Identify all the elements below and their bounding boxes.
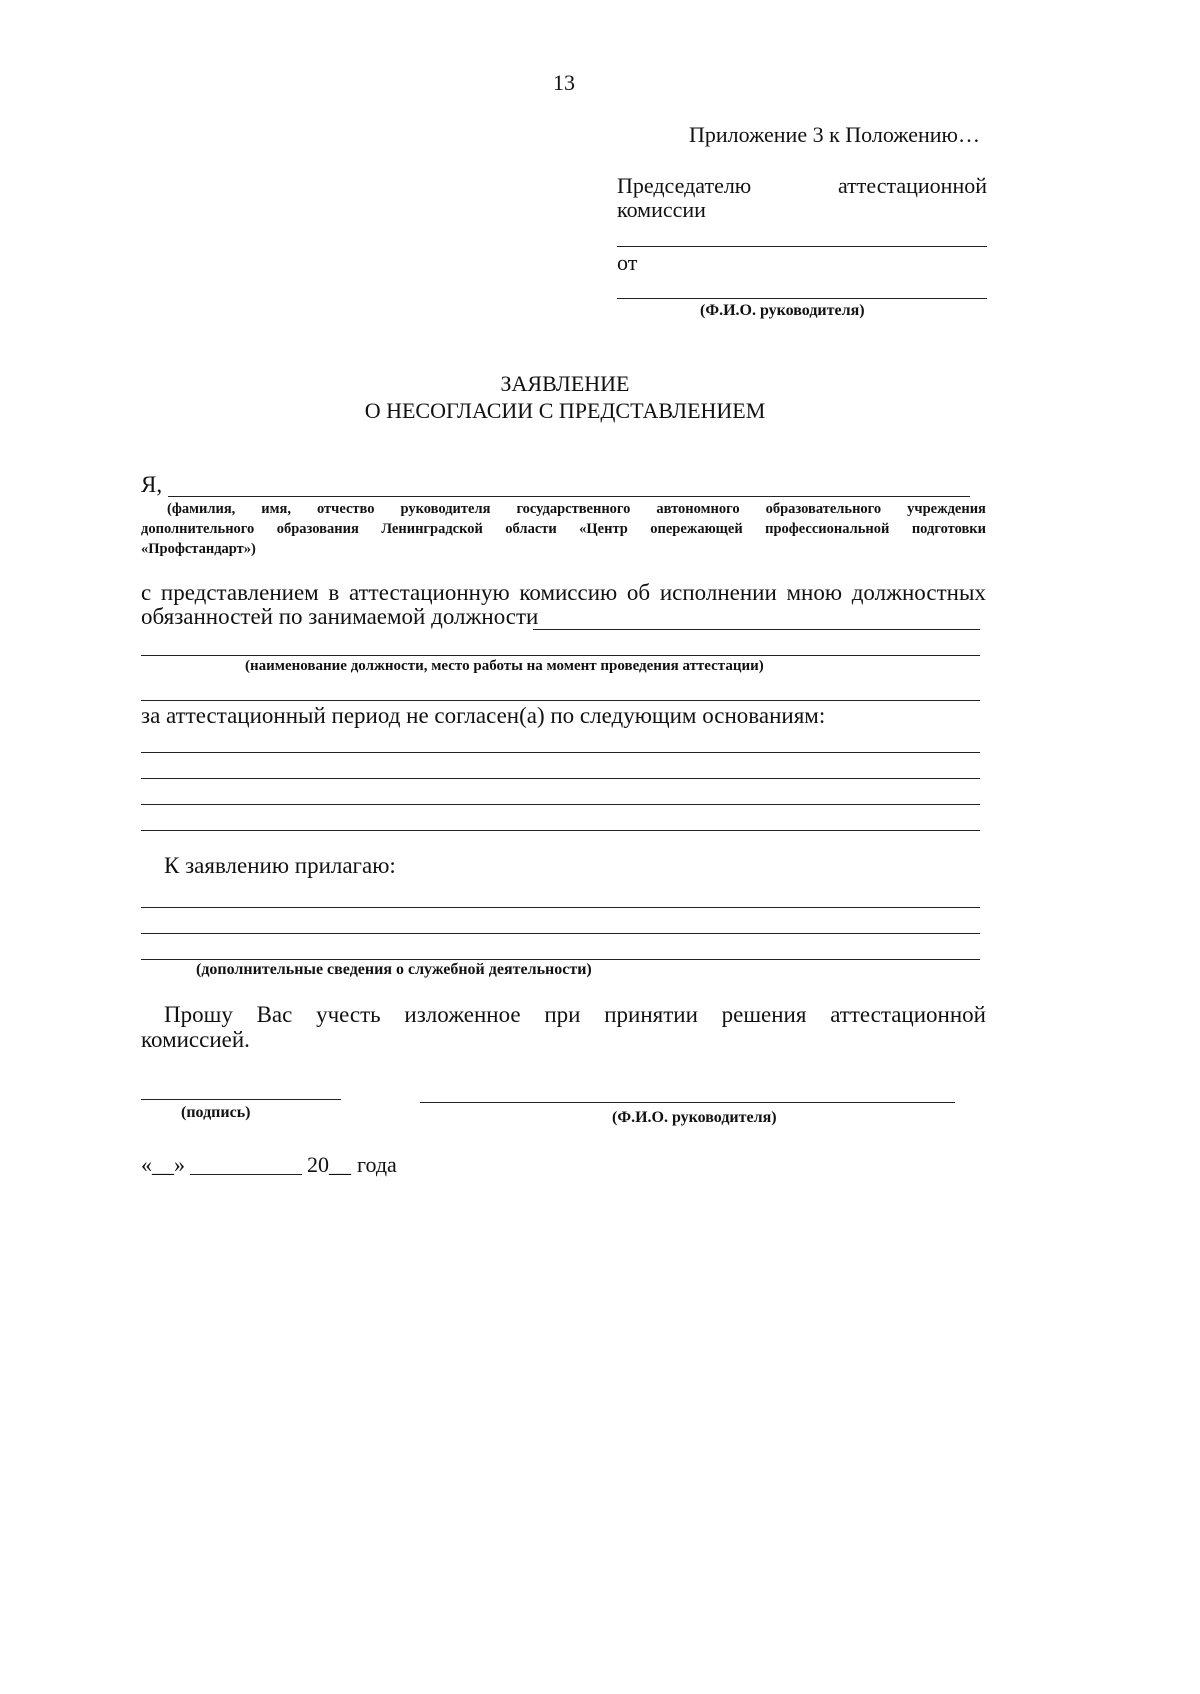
signer-fio-line xyxy=(420,1102,955,1103)
applicant-caption-line3: «Профстандарт») xyxy=(141,541,256,557)
addressee-line1 xyxy=(617,173,987,199)
representation-word: об xyxy=(626,580,651,605)
addressee-line2: комиссии xyxy=(617,197,706,222)
applicant-caption-word: подготовки xyxy=(911,521,986,537)
date-day: «__» xyxy=(141,1152,185,1177)
representation-word: аттестационную xyxy=(349,580,510,605)
applicant-caption-word: государственного xyxy=(516,501,631,517)
grounds-line-3 xyxy=(141,804,980,805)
request-line2: комиссией. xyxy=(141,1027,250,1052)
applicant-caption-line1 xyxy=(141,499,986,519)
request-word: принятии xyxy=(604,1002,698,1027)
attachments-line-2 xyxy=(141,933,980,934)
representation-word: с xyxy=(141,580,152,605)
applicant-caption-word: автономного xyxy=(656,501,740,517)
applicant-prefix: Я, xyxy=(141,472,163,497)
request-word: учесть xyxy=(316,1002,381,1027)
applicant-caption-word: образовательного xyxy=(765,501,882,517)
signature-caption: (подпись) xyxy=(181,1104,251,1121)
addressee-word1: Председателю xyxy=(617,173,752,198)
grounds-line-1 xyxy=(141,752,980,753)
representation-line2: обязанностей по занимаемой должности xyxy=(141,604,539,629)
grounds-line-4 xyxy=(141,830,980,831)
representation-word: в xyxy=(328,580,340,605)
request-word: при xyxy=(544,1002,581,1027)
representation-word: должностных xyxy=(851,580,986,605)
applicant-caption-word: опережающей xyxy=(650,521,743,537)
disagreement-text: за аттестационный период не согласен(а) по следующим основаниям: xyxy=(141,703,826,728)
applicant-caption-word: области xyxy=(505,521,557,537)
representation-word: комиссию xyxy=(519,580,618,605)
applicant-caption-word: отчество xyxy=(316,501,375,517)
date-year: 20__ xyxy=(307,1152,351,1177)
applicant-caption-word: Ленинградской xyxy=(381,521,483,537)
applicant-caption-word: «Центр xyxy=(579,521,628,537)
representation-word: исполнении xyxy=(659,580,777,605)
applicant-caption-word: образования xyxy=(276,521,359,537)
request-word: Вас xyxy=(256,1002,293,1027)
chairman-name-line xyxy=(617,246,987,247)
attachments-label: К заявлению прилагаю: xyxy=(164,853,396,878)
representation-word: представлением xyxy=(160,580,319,605)
title-line1: ЗАЯВЛЕНИЕ xyxy=(500,371,630,396)
request-word: изложенное xyxy=(404,1002,521,1027)
date-suffix: года xyxy=(357,1152,397,1177)
position-caption: (наименование должности, место работы на момент проведения аттестации) xyxy=(245,658,764,674)
appendix-reference: Приложение 3 к Положению… xyxy=(689,122,980,147)
applicant-caption-word: имя, xyxy=(261,501,291,517)
applicant-caption-word: дополнительного xyxy=(141,521,255,537)
applicant-name-line xyxy=(168,496,970,497)
applicant-caption-word: учреждения xyxy=(907,501,986,517)
request-word: аттестационной xyxy=(830,1002,986,1027)
attachments-line-3 xyxy=(141,959,980,960)
request-word: Прошу xyxy=(164,1002,233,1027)
attachments-caption: (дополнительные сведения о служебной деятельности) xyxy=(196,961,592,978)
applicant-caption-word: (фамилия, xyxy=(167,501,236,517)
request-line1 xyxy=(164,1002,986,1028)
page-number: 13 xyxy=(553,70,575,95)
signature-line xyxy=(141,1099,341,1100)
representation-word: мною xyxy=(786,580,843,605)
sender-fio-caption: (Ф.И.О. руководителя) xyxy=(700,302,865,319)
position-line-1 xyxy=(533,629,980,630)
representation-line1 xyxy=(141,580,986,606)
sender-name-line xyxy=(617,298,987,299)
request-word: решения xyxy=(721,1002,807,1027)
addressee-word2: аттестационной xyxy=(837,173,987,198)
applicant-caption-word: профессиональной xyxy=(765,521,890,537)
position-line-2 xyxy=(141,655,980,656)
applicant-caption-line2 xyxy=(141,519,986,539)
date-month-line xyxy=(190,1174,302,1175)
signer-fio-caption: (Ф.И.О. руководителя) xyxy=(612,1109,777,1126)
applicant-caption-word: руководителя xyxy=(400,501,491,517)
title-line2: О НЕСОГЛАСИИ С ПРЕДСТАВЛЕНИЕМ xyxy=(364,398,766,423)
position-line-3 xyxy=(141,700,980,701)
attachments-line-1 xyxy=(141,907,980,908)
from-label: от xyxy=(617,250,638,275)
grounds-line-2 xyxy=(141,778,980,779)
